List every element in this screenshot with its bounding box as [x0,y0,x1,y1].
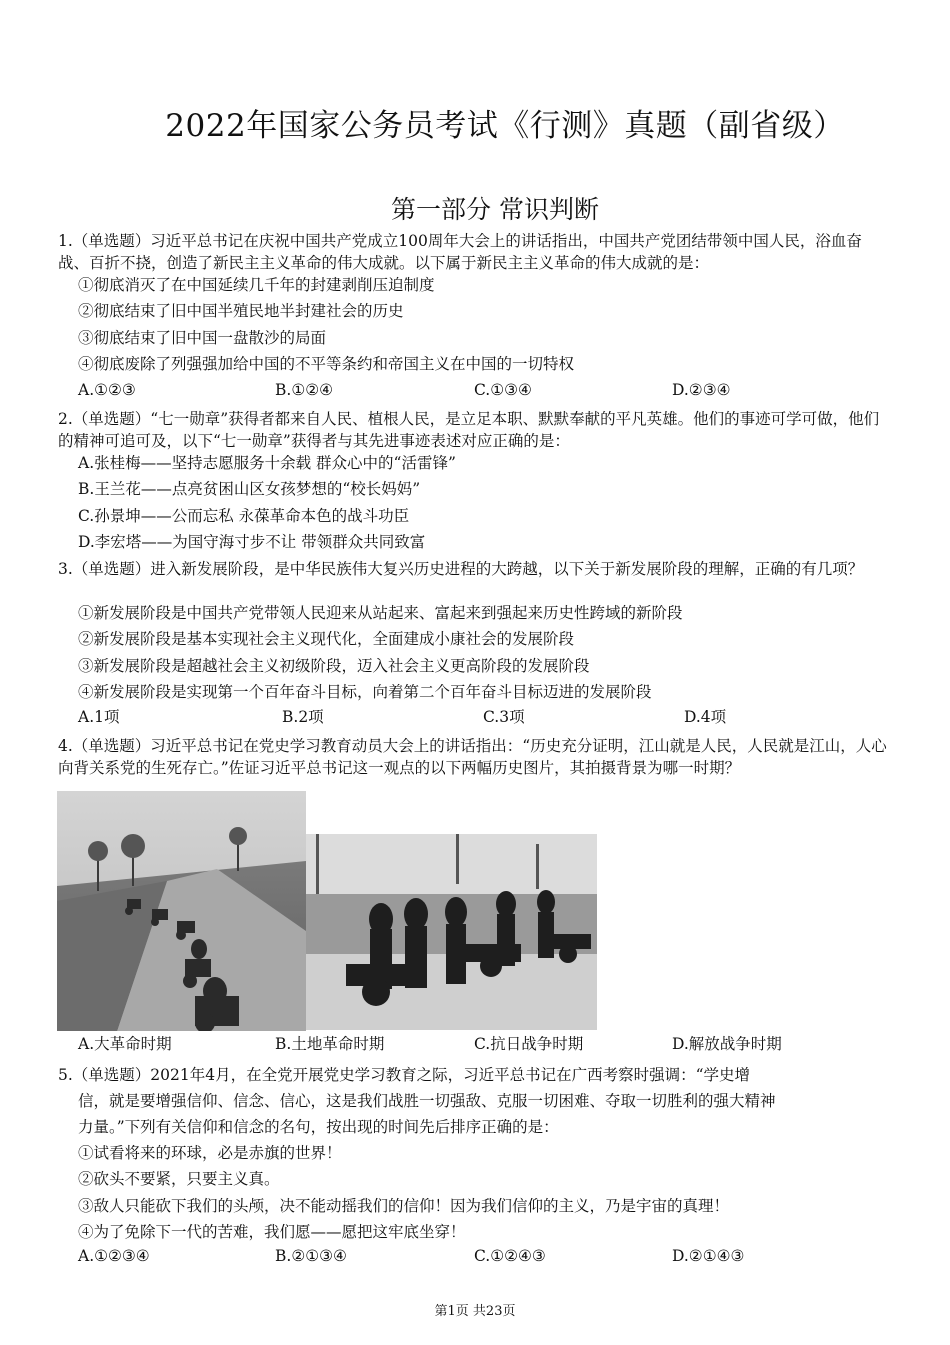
question-2-option-a: A.张桂梅——坚持志愿服务十余载 群众心中的“活雷锋” [78,454,456,472]
question-1-stem: 1.（单选题）习近平总书记在庆祝中国共产党成立100周年大会上的讲话指出，中国共产党团结带领中国人民，浴血奋战、百折不挠，创造了新民主主义革命的伟大成就。以下属于新民主主义革命的伟大成就的是： [58,232,862,272]
question-1-item-1: ①彻底消灭了在中国延续几千年的封建剥削压迫制度 [78,276,435,294]
question-4-choice-a: A.大革命时期 [78,1035,172,1053]
question-2-option-b: B.王兰花——点亮贫困山区女孩梦想的“校长妈妈” [78,480,421,498]
question-4-choice-d: D.解放战争时期 [672,1035,782,1053]
historical-photo-carts-road [57,791,306,1031]
document-title: 2022年国家公务员考试《行测》真题（副省级） [165,108,845,144]
question-5-choice-c: C.①②④③ [474,1247,546,1265]
question-4-choice-c: C.抗日战争时期 [474,1035,584,1053]
question-2-stem: 2.（单选题）“七一勋章”获得者都来自人民、植根人民，是立足本职、默默奉献的平凡英雄。他们的事迹可学可做，他们的精神可追可及，以下“七一勋章”获得者与其先进事迹表述对应正确的是： [58,410,880,450]
question-5-item-4: ④为了免除下一代的苦难，我们愿——愿把这牢底坐穿！ [78,1223,466,1241]
question-4-choice-b: B.土地革命时期 [275,1035,385,1053]
historical-photo-wheelbarrows [306,834,597,1030]
question-5-item-3: ③敌人只能砍下我们的头颅，决不能动摇我们的信仰！因为我们信仰的主义，乃是宇宙的真理！ [78,1197,730,1215]
question-2-option-c: C.孙景坤——公而忘私 永葆革命本色的战斗功臣 [78,507,410,525]
question-5-stem-line-1: 5.（单选题）2021年4月，在全党开展党史学习教育之际，习近平总书记在广西考察时强调：“学史增 [58,1066,751,1084]
question-3-item-2: ②新发展阶段是基本实现社会主义现代化，全面建成小康社会的发展阶段 [78,630,575,648]
question-3-stem: 3.（单选题）进入新发展阶段，是中华民族伟大复兴历史进程的大跨越，以下关于新发展阶段的理解，正确的有几项？ [58,560,864,578]
question-4-stem: 4.（单选题）习近平总书记在党史学习教育动员大会上的讲话指出：“历史充分证明，江山就是人民，人民就是江山，人心向背关系党的生死存亡。”佐证习近平总书记这一观点的以下两幅历史图片，其拍摄背景为哪一时期？ [58,737,887,777]
question-5-item-2: ②砍头不要紧，只要主义真。 [78,1170,280,1188]
question-1-item-4: ④彻底废除了列强强加给中国的不平等条约和帝国主义在中国的一切特权 [78,355,575,373]
question-3-choice-c: C.3项 [483,708,525,726]
question-1-choice-c: C.①③④ [474,381,532,399]
question-5-stem [58,1062,890,1140]
question-3-choice-d: D.4项 [684,708,727,726]
question-3-item-3: ③新发展阶段是超越社会主义初级阶段，迈入社会主义更高阶段的发展阶段 [78,657,590,675]
question-2-option-d: D.李宏塔——为国守海寸步不让 带领群众共同致富 [78,533,426,551]
question-3-choice-a: A.1项 [78,708,120,726]
question-3-item-4: ④新发展阶段是实现第一个百年奋斗目标，向着第二个百年奋斗目标迈进的发展阶段 [78,683,652,701]
question-1-item-2: ②彻底结束了旧中国半殖民地半封建社会的历史 [78,302,404,320]
question-1-choice-a: A.①②③ [78,381,136,399]
question-5-choice-b: B.②①③④ [275,1247,347,1265]
question-1-choice-b: B.①②④ [275,381,334,399]
question-3-item-1: ①新发展阶段是中国共产党带领人民迎来从站起来、富起来到强起来历史性跨域的新阶段 [78,604,683,622]
question-3-choice-b: B.2项 [282,708,324,726]
question-5-choice-d: D.②①④③ [672,1247,745,1265]
question-1-item-3: ③彻底结束了旧中国一盘散沙的局面 [78,329,327,347]
section-title: 第一部分 常识判断 [391,195,599,224]
question-1-choice-d: D.②③④ [672,381,731,399]
question-5-choice-a: A.①②③④ [78,1247,150,1265]
question-5-item-1: ①试看将来的环球，必是赤旗的世界！ [78,1144,342,1162]
question-5-stem-line-2: 信，就是要增强信仰、信念、信心，这是我们战胜一切强敌、克服一切困难、夺取一切胜利的强大精神 [78,1092,776,1110]
page-footer: 第1页 共23页 [434,1304,516,1319]
question-5-stem-line-3: 力量。”下列有关信仰和信念的名句，按出现的时间先后排序正确的是： [78,1118,559,1136]
